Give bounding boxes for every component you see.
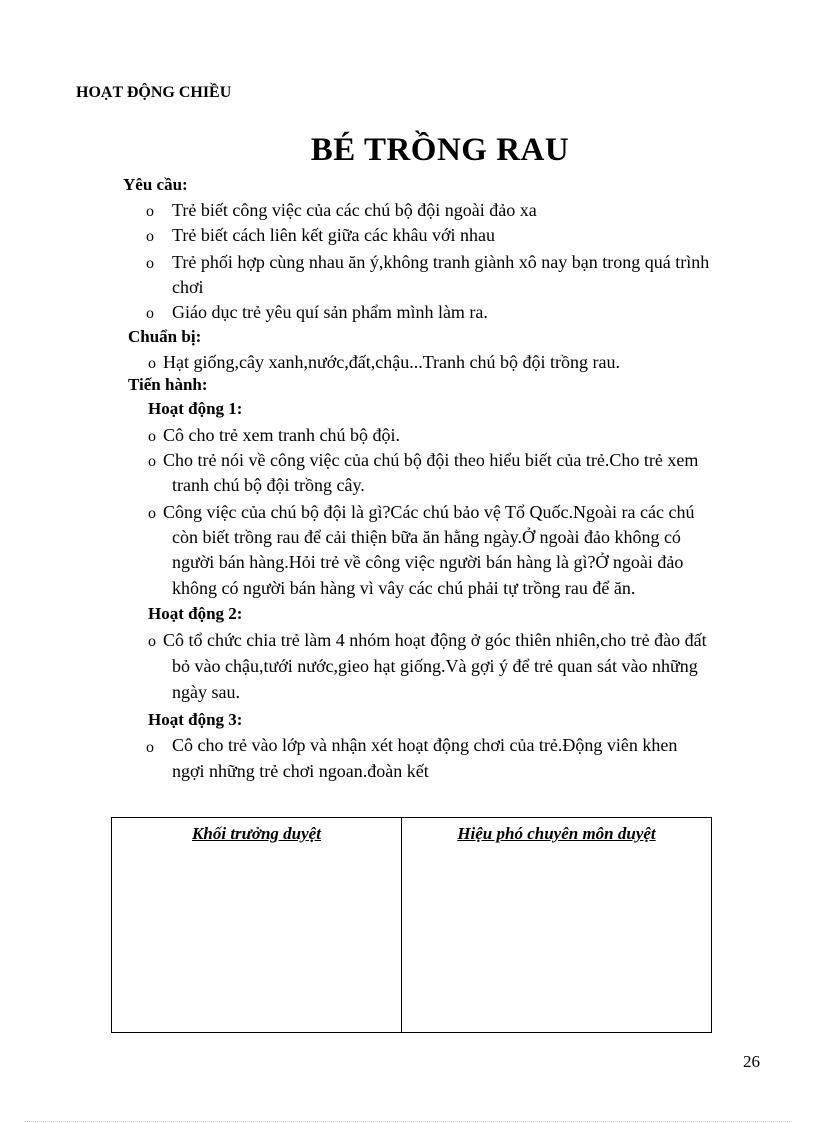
requirement-item: Trẻ phối hợp cùng nhau ăn ý,không tranh giành xô nay bạn trong quá trình: [172, 252, 710, 272]
activity-1-line: người bán hàng.Hỏi trẻ về công việc người bán hàng là gì?Ở ngoài đảo: [172, 552, 684, 572]
bullet-icon: o: [146, 228, 154, 245]
requirements-heading: Yêu cầu:: [123, 175, 188, 194]
page-bottom-divider: [24, 1121, 792, 1122]
page-number: 26: [743, 1052, 760, 1071]
bullet-icon: o: [146, 203, 154, 220]
activity-3-heading: Hoạt động 3:: [148, 710, 243, 729]
activity-1-line: còn biết trồng rau để cải thiện bữa ăn hằng ngày.Ở ngoài đảo không có: [172, 527, 681, 547]
approval-table: [111, 817, 712, 1033]
activity-2-line: ngày sau.: [172, 682, 240, 702]
bullet-icon: o: [148, 453, 156, 470]
activity-1-line: Cho trẻ nói về công việc của chú bộ đội theo hiểu biết của trẻ.Cho trẻ xem: [163, 450, 699, 470]
bullet-icon: o: [148, 428, 156, 445]
bullet-icon: o: [146, 739, 154, 756]
bullet-icon: o: [146, 255, 154, 272]
procedure-heading: Tiến hành:: [128, 375, 208, 394]
bullet-icon: o: [148, 633, 156, 650]
preparation-heading: Chuẩn bị:: [128, 327, 202, 346]
activity-1-line: không có người bán hàng vì vây các chú phải tự trồng rau để ăn.: [172, 578, 636, 598]
activity-2-heading: Hoạt động 2:: [148, 604, 243, 623]
activity-1-line: Công việc của chú bộ đội là gì?Các chú bảo vệ Tổ Quốc.Ngoài ra các chú: [163, 502, 695, 522]
activity-3-line: ngợi những trẻ chơi ngoan.đoàn kết: [172, 761, 429, 781]
bullet-icon: o: [148, 505, 156, 522]
requirement-item: Trẻ biết công việc của các chú bộ đội ngoài đảo xa: [172, 200, 537, 220]
requirement-item: Giáo dục trẻ yêu quí sản phẩm mình làm ra.: [172, 302, 488, 322]
preparation-item: Hạt giống,cây xanh,nước,đất,chậu...Tranh chú bộ đội trồng rau.: [163, 352, 621, 372]
activity-1-heading: Hoạt động 1:: [148, 399, 243, 418]
requirement-item: Trẻ biết cách liên kết giữa các khâu với nhau: [172, 225, 495, 245]
activity-2-line: bỏ vào chậu,tưới nước,gieo hạt giống.Và gợi ý để trẻ quan sát vào những: [172, 656, 698, 676]
activity-3-line: Cô cho trẻ vào lớp và nhận xét hoạt động chơi của trẻ.Động viên khen: [172, 735, 678, 755]
section-label: HOẠT ĐỘNG CHIỀU: [76, 84, 232, 101]
approval-cell-vice-principal: [402, 818, 711, 1032]
activity-1-line: Cô cho trẻ xem tranh chú bộ đội.: [163, 425, 400, 445]
page-title: BÉ TRỒNG RAU: [310, 132, 570, 168]
activity-2-line: Cô tổ chức chia trẻ làm 4 nhóm hoạt động ở góc thiên nhiên,cho trẻ đào đất: [163, 630, 707, 650]
grade-leader-approval-title: Khối trưởng duyệt: [192, 824, 321, 843]
requirement-item-continued: chơi: [172, 277, 204, 297]
vice-principal-approval-title: Hiệu phó chuyên môn duyệt: [457, 824, 656, 843]
approval-cell-grade-leader: [112, 818, 402, 1032]
bullet-icon: o: [146, 305, 154, 322]
activity-1-line: tranh chú bộ đội trồng cây.: [172, 475, 365, 495]
bullet-icon: o: [148, 355, 156, 372]
